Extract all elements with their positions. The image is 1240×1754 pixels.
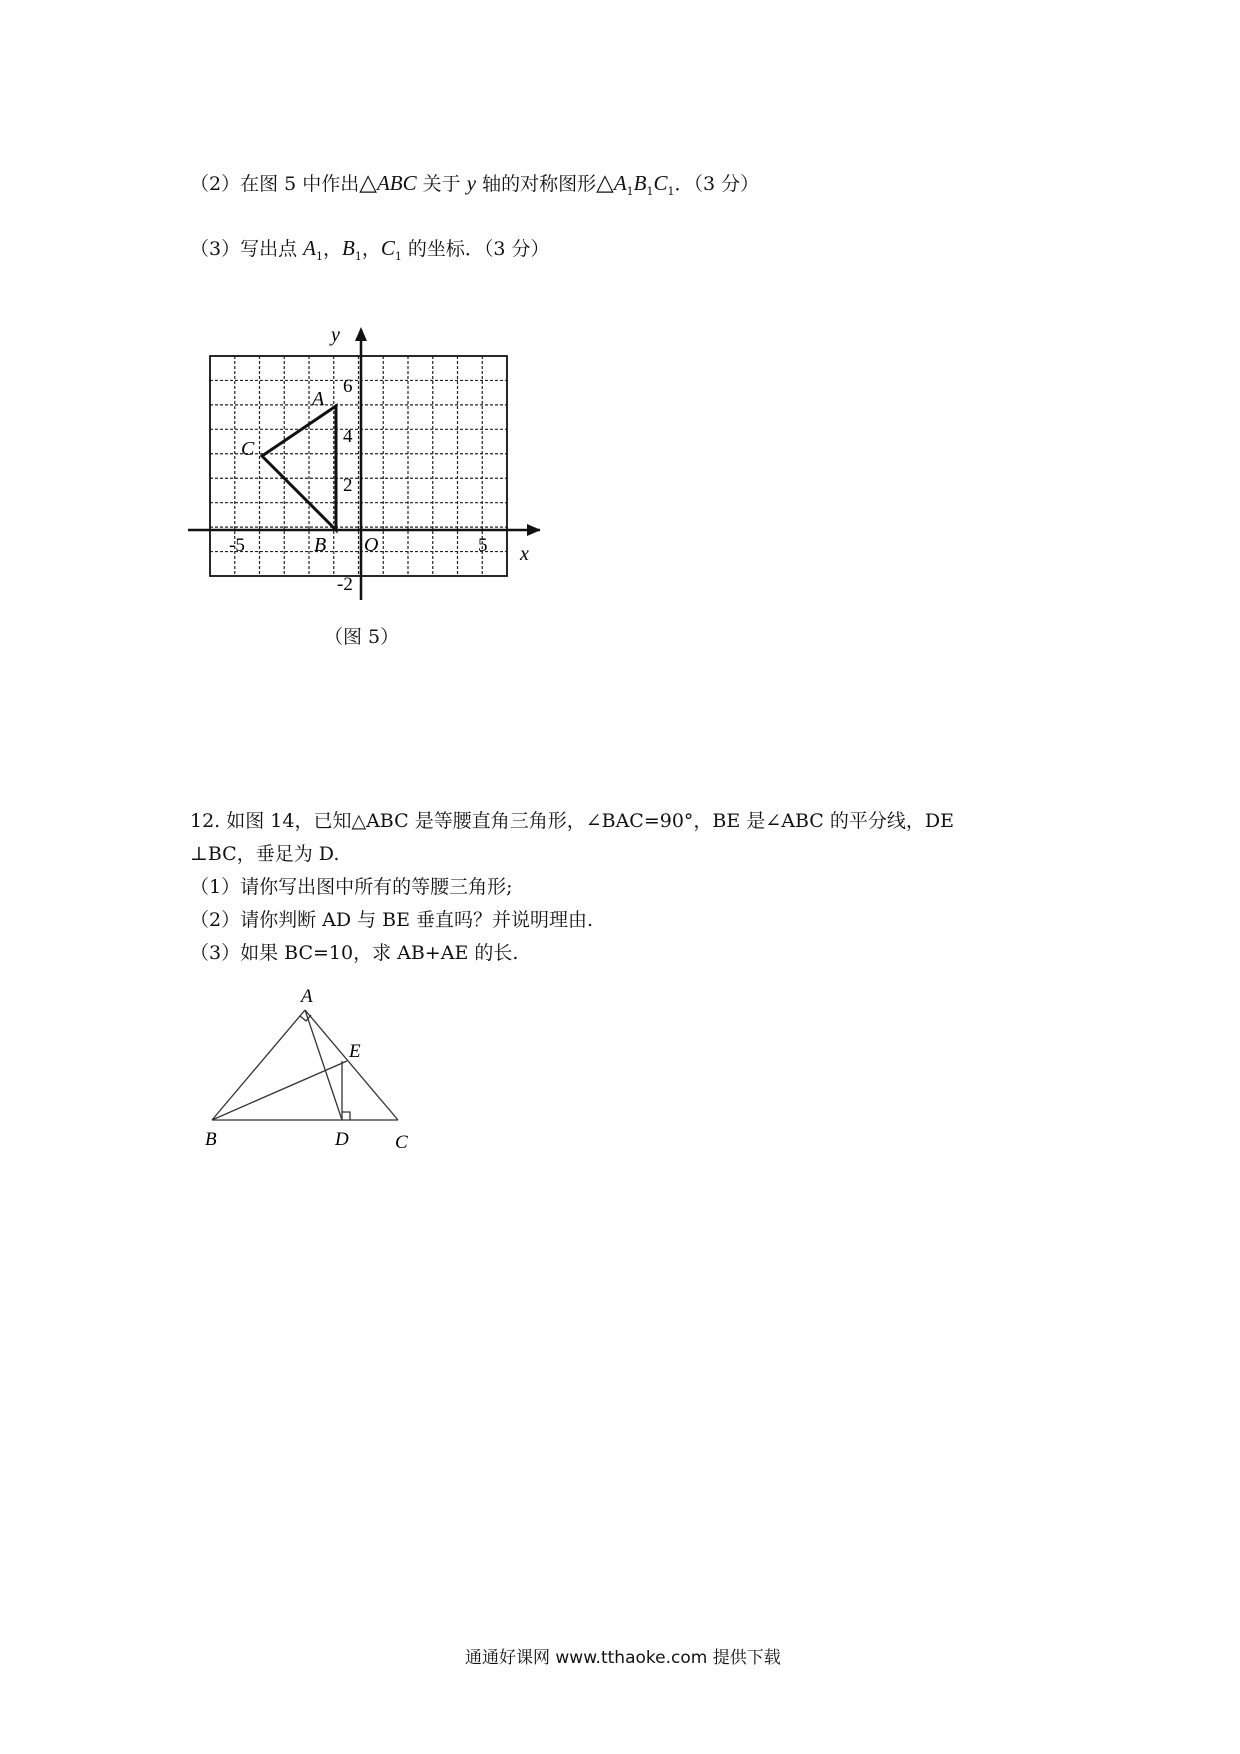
tick-y4: 4 xyxy=(343,426,353,447)
point-c-label: C xyxy=(241,438,255,460)
point-b-label: B xyxy=(314,534,327,556)
figure-5-caption: （图 5） xyxy=(324,626,400,648)
segment-be xyxy=(212,1061,347,1120)
q12-line2: ⊥BC，垂足为 D. xyxy=(190,843,340,865)
tick-yneg2: -2 xyxy=(337,574,353,595)
origin-label: O xyxy=(364,534,379,556)
figure-5-grid xyxy=(180,320,540,610)
x-axis-arrow xyxy=(527,524,540,536)
q12-line1: 12. 如图 14，已知△ABC 是等腰直角三角形，∠BAC=90°，BE 是∠ABC 的平分线，DE xyxy=(190,810,954,832)
label-e: E xyxy=(349,1041,361,1062)
tick-xneg5: -5 xyxy=(229,535,245,556)
q11-part3: （3）写出点 $A_1$，$B_1$，$C_1$ 的坐标．（3 分） xyxy=(190,236,550,263)
q12-item2: （2）请你判断 AD 与 BE 垂直吗？并说明理由. xyxy=(190,909,594,931)
label-a: A xyxy=(301,986,313,1007)
segment-ab xyxy=(212,1010,305,1120)
label-c: C xyxy=(395,1132,408,1153)
label-b: B xyxy=(205,1129,217,1150)
triangle-abc xyxy=(262,406,336,530)
label-d: D xyxy=(335,1129,349,1150)
tick-x5: 5 xyxy=(478,535,488,556)
segment-ac xyxy=(305,1010,398,1120)
q12-item1: （1）请你写出图中所有的等腰三角形; xyxy=(190,876,513,898)
grid-lines xyxy=(210,356,507,576)
y-axis-label: y xyxy=(331,324,340,346)
footer-text: 通通好课网 www.tthaoke.com 提供下载 xyxy=(465,1648,781,1668)
figure-14 xyxy=(195,975,435,1155)
tick-y2: 2 xyxy=(343,475,353,496)
y-axis-arrow xyxy=(355,327,367,341)
right-angle-d xyxy=(342,1112,350,1120)
q11-part2: （2）在图 5 中作出△ABC 关于 y 轴的对称图形$\triangle A_1B_1C_1$．（3 分） xyxy=(190,170,760,198)
point-a-label: A xyxy=(312,388,325,410)
tick-y6: 6 xyxy=(343,376,353,397)
q12-item3: （3）如果 BC=10，求 AB+AE 的长. xyxy=(190,942,519,964)
x-axis-label: x xyxy=(520,543,529,565)
